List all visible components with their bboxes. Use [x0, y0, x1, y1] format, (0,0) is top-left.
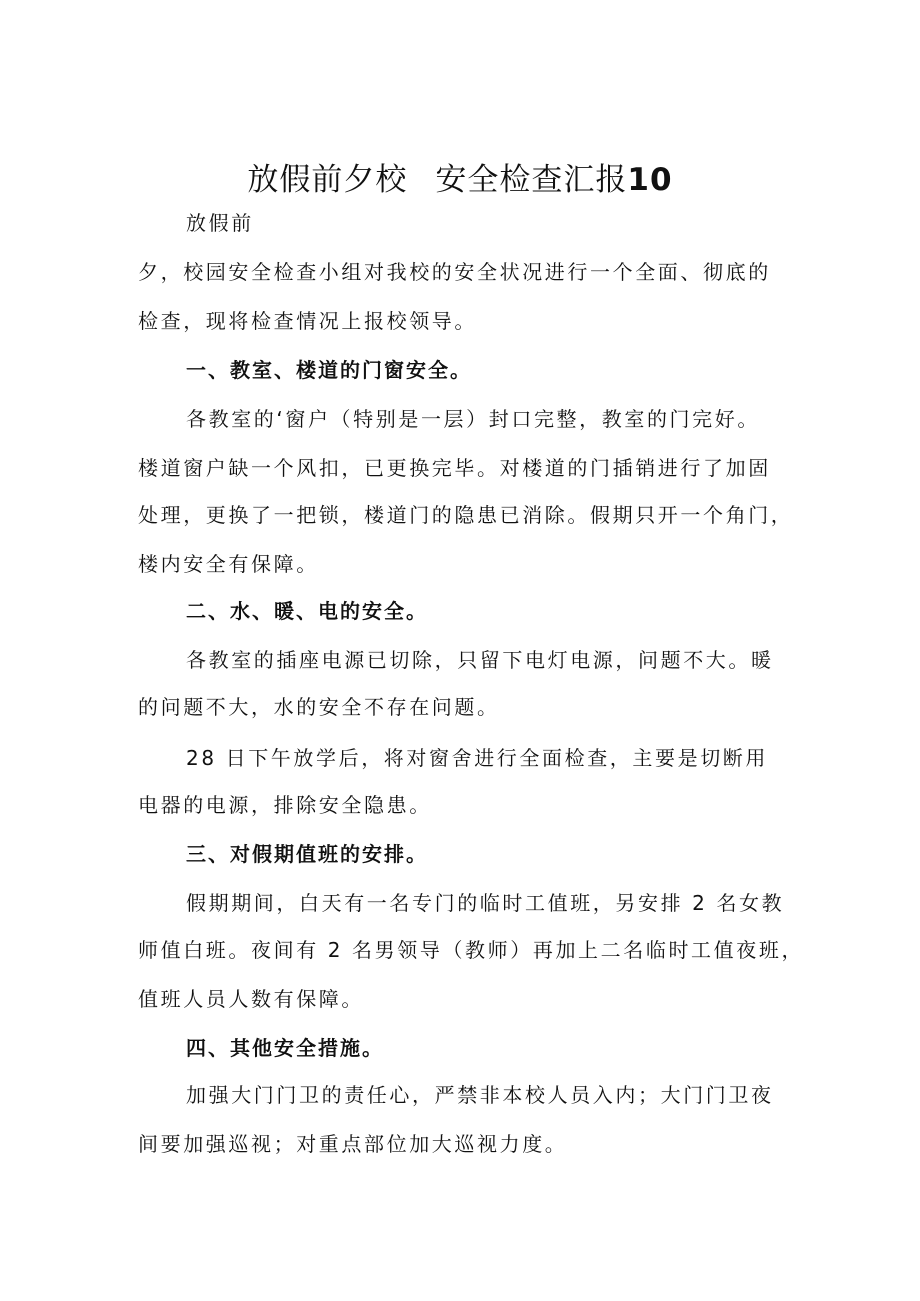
section1-line-3: 处理，更换了一把锁，楼道门的隐患已消除。假期只开一个角门， — [138, 503, 794, 527]
section1-line-2: 楼道窗户缺一个风扣，已更换完毕。对楼道的门插销进行了加固 — [138, 456, 771, 480]
section-heading-3: 三、对假期值班的安排。 — [186, 842, 428, 866]
title-part1: 放假前夕校 — [247, 162, 408, 198]
intro-line-3: 检查，现将检查情况上报校领导。 — [138, 309, 477, 333]
intro-line-2: 夕，校园安全检查小组对我校的安全状况进行一个全面、彻底的 — [138, 260, 771, 284]
section3-line-1: 假期期间，白天有一名专门的临时工值班，另安排 2 名女教 — [186, 891, 785, 915]
section2-line-3: 28 日下午放学后，将对窗舍进行全面检查，主要是切断用 — [186, 746, 769, 770]
section3-line-3: 值班人员人数有保障。 — [138, 987, 364, 1011]
section4-line-2: 间要加强巡视；对重点部位加大巡视力度。 — [138, 1132, 568, 1156]
section3-line-2: 师值白班。夜间有 2 名男领导（教师）再加上二名临时工值夜班， — [138, 938, 805, 962]
section2-line-4: 电器的电源，排除安全隐患。 — [138, 793, 432, 817]
section-heading-2: 二、水、暖、电的安全。 — [186, 599, 428, 623]
title-number: 10 — [627, 162, 673, 198]
intro-line-1: 放假前 — [186, 211, 254, 235]
section2-line-2: 的问题不大，水的安全不存在问题。 — [138, 695, 500, 719]
section4-line-1: 加强大门门卫的责任心，严禁非本校人员入内；大门门卫夜 — [186, 1083, 774, 1107]
title-part2: 安全检查汇报 — [435, 162, 628, 198]
section-heading-4: 四、其他安全措施。 — [186, 1036, 384, 1060]
document-title — [0, 158, 920, 202]
section1-line-1: 各教室的‘窗户（特别是一层）封口完整，教室的门完好。 — [186, 407, 760, 431]
section1-line-4: 楼内安全有保障。 — [138, 552, 319, 576]
section-heading-1: 一、教室、楼道的门窗安全。 — [186, 358, 472, 382]
section2-line-1: 各教室的插座电源已切除，只留下电灯电源，问题不大。暖 — [186, 648, 774, 672]
